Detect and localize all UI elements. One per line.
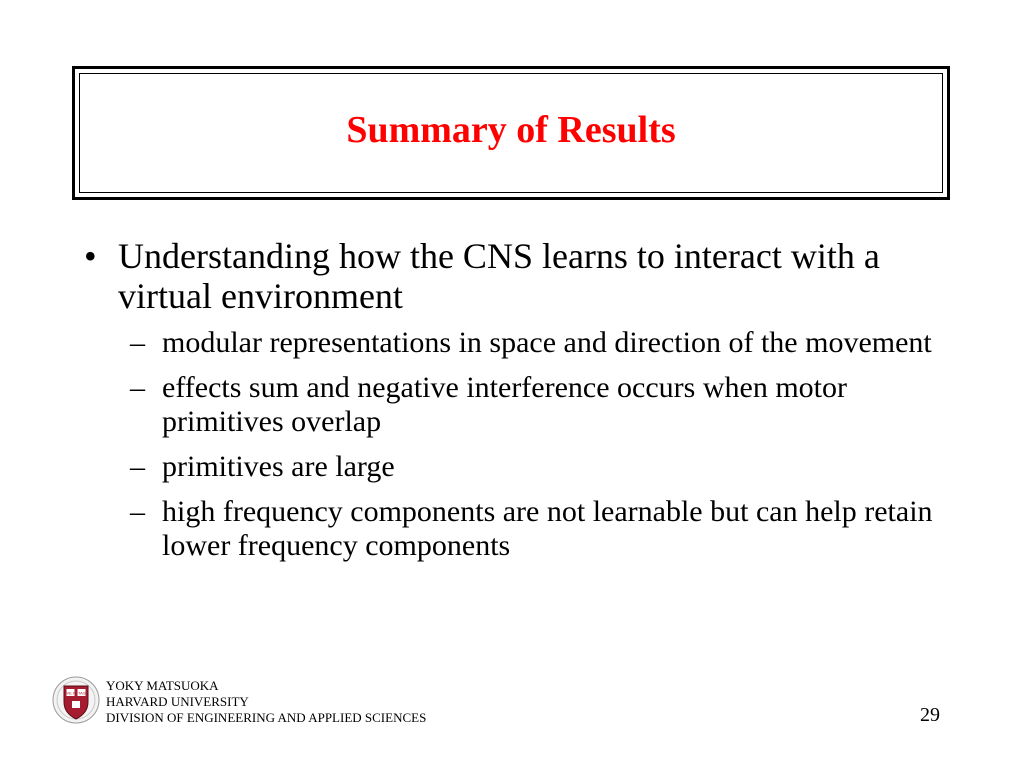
dash-marker: – <box>130 450 145 483</box>
page-number: 29 <box>920 704 940 726</box>
harvard-shield-icon <box>52 676 100 724</box>
bullet-item <box>84 236 964 316</box>
sub-bullet-item <box>130 495 964 563</box>
sub-bullet-text: effects sum and negative interference occurs when motor primitives overlap <box>162 371 847 438</box>
sub-bullet-item <box>130 326 964 360</box>
sub-bullet-item <box>130 371 964 439</box>
dash-marker: – <box>130 495 145 528</box>
sub-bullet-text: modular representations in space and direction of the movement <box>162 326 932 359</box>
bullet-text: Understanding how the CNS learns to interact with a virtual environment <box>118 236 880 316</box>
sub-bullet-text: primitives are large <box>162 450 395 483</box>
logo-lettering: VE RI TAS <box>66 690 86 696</box>
title-frame <box>72 66 950 200</box>
footer-division: DIVISION OF ENGINEERING AND APPLIED SCIENCES <box>106 710 427 725</box>
dash-marker: – <box>130 371 145 404</box>
sub-bullet-text: high frequency components are not learnable but can help retain lower frequency components <box>162 495 933 562</box>
footer-institution: HARVARD UNIVERSITY <box>106 694 249 709</box>
title-frame-inner <box>79 73 943 193</box>
bullet-marker: • <box>84 236 97 276</box>
footer-attribution <box>106 678 426 726</box>
sub-bullet-list <box>84 326 964 563</box>
bullet-list <box>84 236 964 574</box>
dash-marker: – <box>130 326 145 359</box>
slide-title: Summary of Results <box>346 109 676 151</box>
footer-author: YOKY MATSUOKA <box>106 678 219 693</box>
sub-bullet-item <box>130 450 964 484</box>
